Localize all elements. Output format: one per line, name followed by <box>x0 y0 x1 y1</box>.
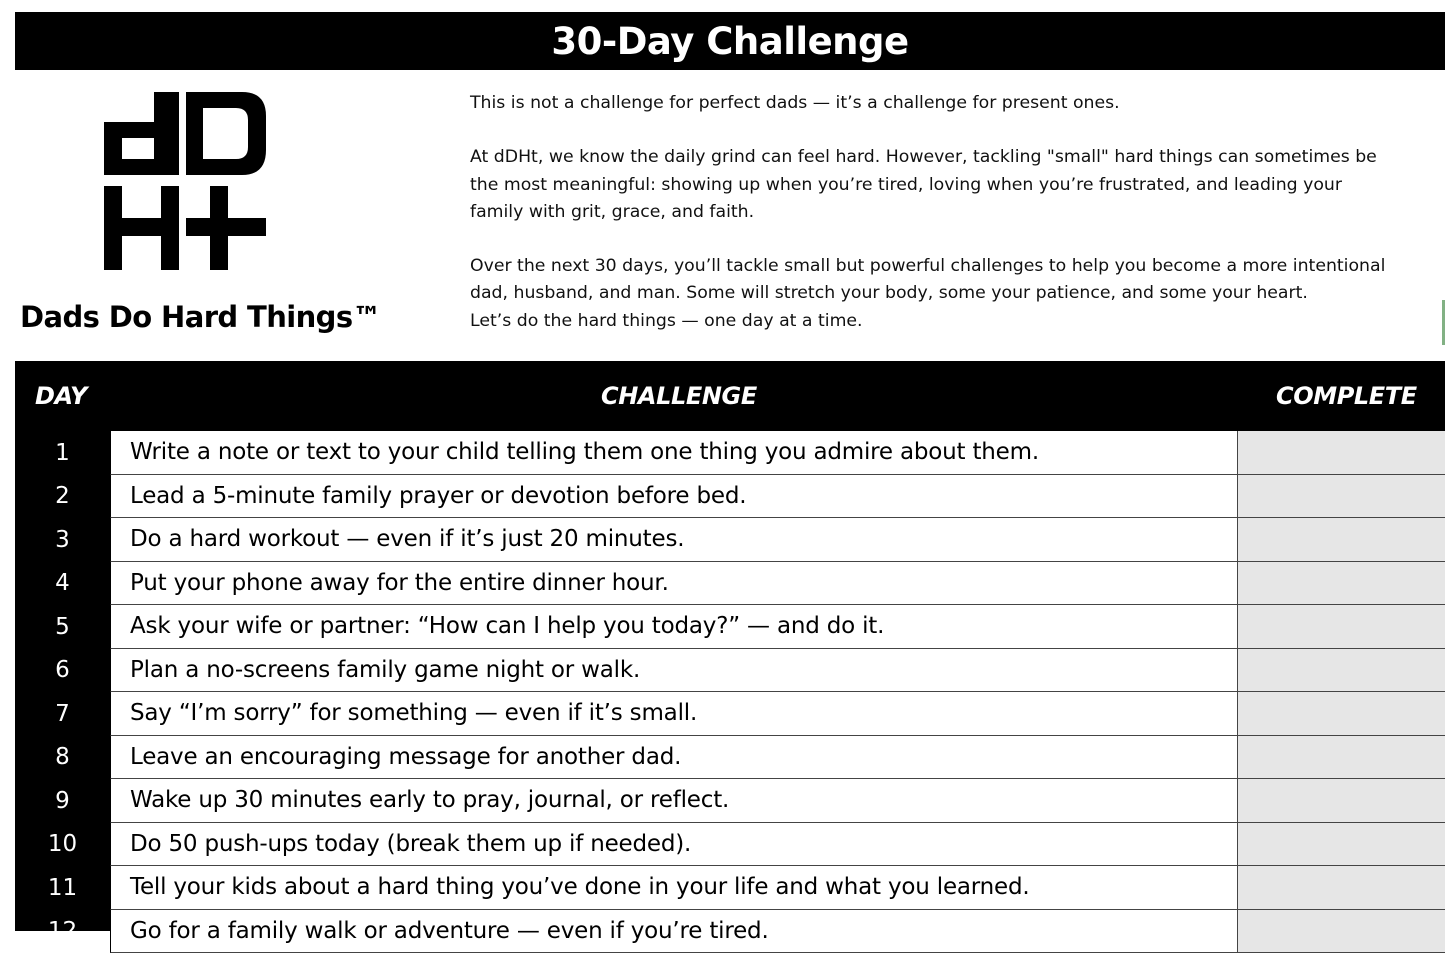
complete-cell[interactable] <box>1237 692 1445 736</box>
challenge-text[interactable]: Plan a no-screens family game night or walk. <box>110 649 1237 693</box>
table-row <box>15 866 1445 910</box>
complete-cell[interactable] <box>1237 475 1445 519</box>
challenge-text[interactable]: Write a note or text to your child telling them one thing you admire about them. <box>110 431 1237 475</box>
table-row <box>15 562 1445 606</box>
challenge-text[interactable]: Tell your kids about a hard thing you’ve done in your life and what you learned. <box>110 866 1237 910</box>
day-number: 10 <box>15 823 110 867</box>
table-row <box>15 605 1445 649</box>
day-number: 11 <box>15 866 110 910</box>
table-row <box>15 779 1445 823</box>
page-title: 30-Day Challenge <box>551 20 908 63</box>
complete-cell[interactable] <box>1237 649 1445 693</box>
challenge-text[interactable]: Lead a 5-minute family prayer or devotion before bed. <box>110 475 1237 519</box>
day-number: 3 <box>15 518 110 562</box>
header-challenge: CHALLENGE <box>601 361 757 431</box>
intro-line: the most meaningful: showing up when you’re tired, loving when you’re frustrated, and leading your <box>470 172 1440 199</box>
day-number: 4 <box>15 562 110 606</box>
complete-cell[interactable] <box>1237 562 1445 606</box>
brand-name: Dads Do Hard Things™ <box>20 300 381 334</box>
complete-cell[interactable] <box>1237 431 1445 475</box>
complete-cell[interactable] <box>1237 823 1445 867</box>
challenge-text[interactable]: Do 50 push-ups today (break them up if needed). <box>110 823 1237 867</box>
challenge-text[interactable]: Go for a family walk or adventure — even if you’re tired. <box>110 910 1237 953</box>
complete-cell[interactable] <box>1237 605 1445 649</box>
intro-line: At dDHt, we know the daily grind can feel hard. However, tackling "small" hard things can sometimes be <box>470 144 1440 171</box>
header-day: DAY <box>35 361 87 431</box>
challenge-text[interactable]: Say “I’m sorry” for something — even if it’s small. <box>110 692 1237 736</box>
day-number: 2 <box>15 475 110 519</box>
complete-cell[interactable] <box>1237 518 1445 562</box>
table-row <box>15 692 1445 736</box>
complete-cell[interactable] <box>1237 910 1445 953</box>
left-margin <box>0 0 15 931</box>
day-number: 1 <box>15 431 110 475</box>
challenge-text[interactable]: Put your phone away for the entire dinner hour. <box>110 562 1237 606</box>
table-header <box>15 361 1445 431</box>
intro-line: Let’s do the hard things — one day at a time. <box>470 308 1440 335</box>
table-row <box>15 823 1445 867</box>
intro-line: family with grit, grace, and faith. <box>470 199 1440 226</box>
challenge-text[interactable]: Do a hard workout — even if it’s just 20 minutes. <box>110 518 1237 562</box>
intro-line: Over the next 30 days, you’ll tackle small but powerful challenges to help you become a more intentional <box>470 253 1440 280</box>
complete-cell[interactable] <box>1237 736 1445 780</box>
challenge-table <box>15 431 1445 953</box>
challenge-text[interactable]: Leave an encouraging message for another dad. <box>110 736 1237 780</box>
intro-line: This is not a challenge for perfect dads — it’s a challenge for present ones. <box>470 90 1440 117</box>
header-complete: COMPLETE <box>1276 361 1417 431</box>
intro-line: dad, husband, and man. Some will stretch your body, some your patience, and some your heart. <box>470 280 1440 307</box>
top-margin <box>0 0 1445 12</box>
challenge-text[interactable]: Wake up 30 minutes early to pray, journal, or reflect. <box>110 779 1237 823</box>
table-row <box>15 736 1445 780</box>
complete-cell[interactable] <box>1237 866 1445 910</box>
title-bar <box>15 12 1445 70</box>
day-number: 9 <box>15 779 110 823</box>
intro-text <box>470 90 1440 335</box>
table-row <box>15 431 1445 475</box>
day-number: 12 <box>15 910 110 953</box>
day-number: 6 <box>15 649 110 693</box>
ddht-logo <box>102 90 267 272</box>
day-number: 5 <box>15 605 110 649</box>
table-row <box>15 518 1445 562</box>
day-number: 8 <box>15 736 110 780</box>
complete-cell[interactable] <box>1237 779 1445 823</box>
table-row <box>15 649 1445 693</box>
day-number: 7 <box>15 692 110 736</box>
table-row <box>15 475 1445 519</box>
challenge-text[interactable]: Ask your wife or partner: “How can I help you today?” — and do it. <box>110 605 1237 649</box>
table-row <box>15 910 1445 953</box>
